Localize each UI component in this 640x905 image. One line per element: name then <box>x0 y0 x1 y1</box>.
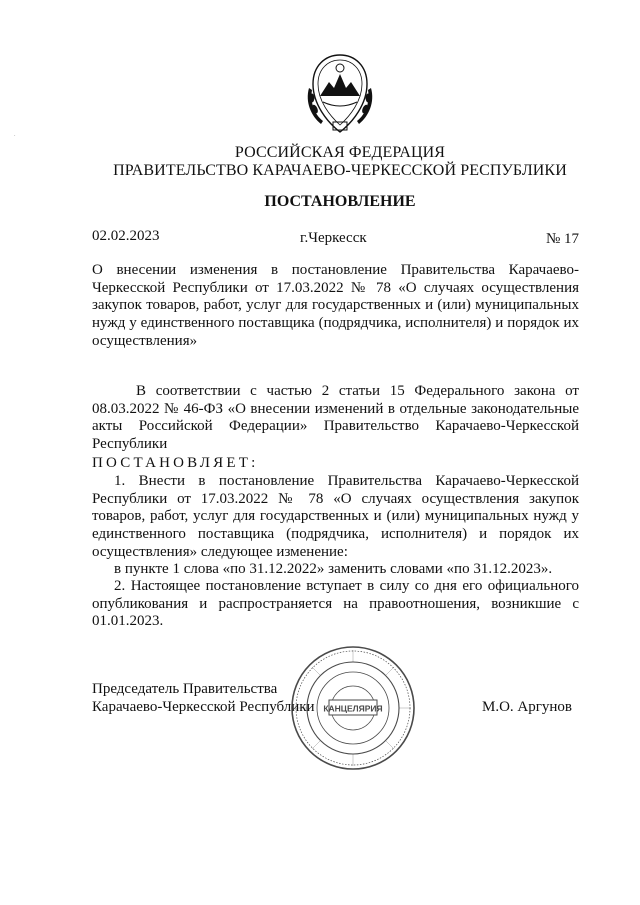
signatory-title-line-1: Председатель Правительства <box>92 681 278 697</box>
document-subject: О внесении изменения в постановление Правительства Карачаево-Черкесской Республики от 17.03.2022 № 78 «О случаях осуществления закупок товаров, работ, услуг для государственных и (или) муниципальных нужд у единственного поставщика (подрядчика, исполнителя) и порядок их осуществления» <box>92 262 579 349</box>
coat-of-arms-icon <box>303 52 377 136</box>
document-date: 02.02.2023 <box>92 228 160 244</box>
decree-item-2: 2. Настоящее постановление вступает в силу со дня его официального опубликования и распространяется на правоотношения, возникшие с 01.01.2023. <box>92 578 579 630</box>
margin-mark: . <box>14 132 16 138</box>
decree-word: ПОСТАНОВЛЯЕТ: <box>92 455 259 471</box>
stamp-center-label: КАНЦЕЛЯРИЯ <box>323 703 383 714</box>
signatory-name: М.О. Аргунов <box>482 699 573 715</box>
office-seal-stamp-icon <box>289 644 417 772</box>
signatory-title-line-2: Карачаево-Черкесской Республики <box>92 698 315 715</box>
signatory-title <box>92 681 315 716</box>
legal-basis-paragraph: В соответствии с частью 2 статьи 15 Федерального закона от 08.03.2022 № 46-ФЗ «О внесении изменений в отдельные законодательные акты Российской Федерации» Правительство Карачаево-Черкесской Республики <box>92 383 579 453</box>
document-number: № 17 <box>546 231 580 247</box>
document-city: г.Черкесск <box>300 230 367 246</box>
document-type-title: ПОСТАНОВЛЕНИЕ <box>264 193 416 210</box>
decree-item-1-change: в пункте 1 слова «по 31.12.2022» заменить словами «по 31.12.2023». <box>114 561 553 577</box>
header-government: ПРАВИТЕЛЬСТВО КАРАЧАЕВО-ЧЕРКЕССКОЙ РЕСПУБЛИКИ <box>113 162 567 179</box>
decree-item-1: 1. Внести в постановление Правительства Карачаево-Черкесской Республики от 17.03.2022 № 78 «О случаях осуществления закупок товаров, работ, услуг для государственных и (или) муниципальных нужд у единственного поставщика (подрядчика, исполнителя) и порядок их осуществления» следующее изменение: <box>92 473 579 560</box>
header-country: РОССИЙСКАЯ ФЕДЕРАЦИЯ <box>234 144 446 161</box>
